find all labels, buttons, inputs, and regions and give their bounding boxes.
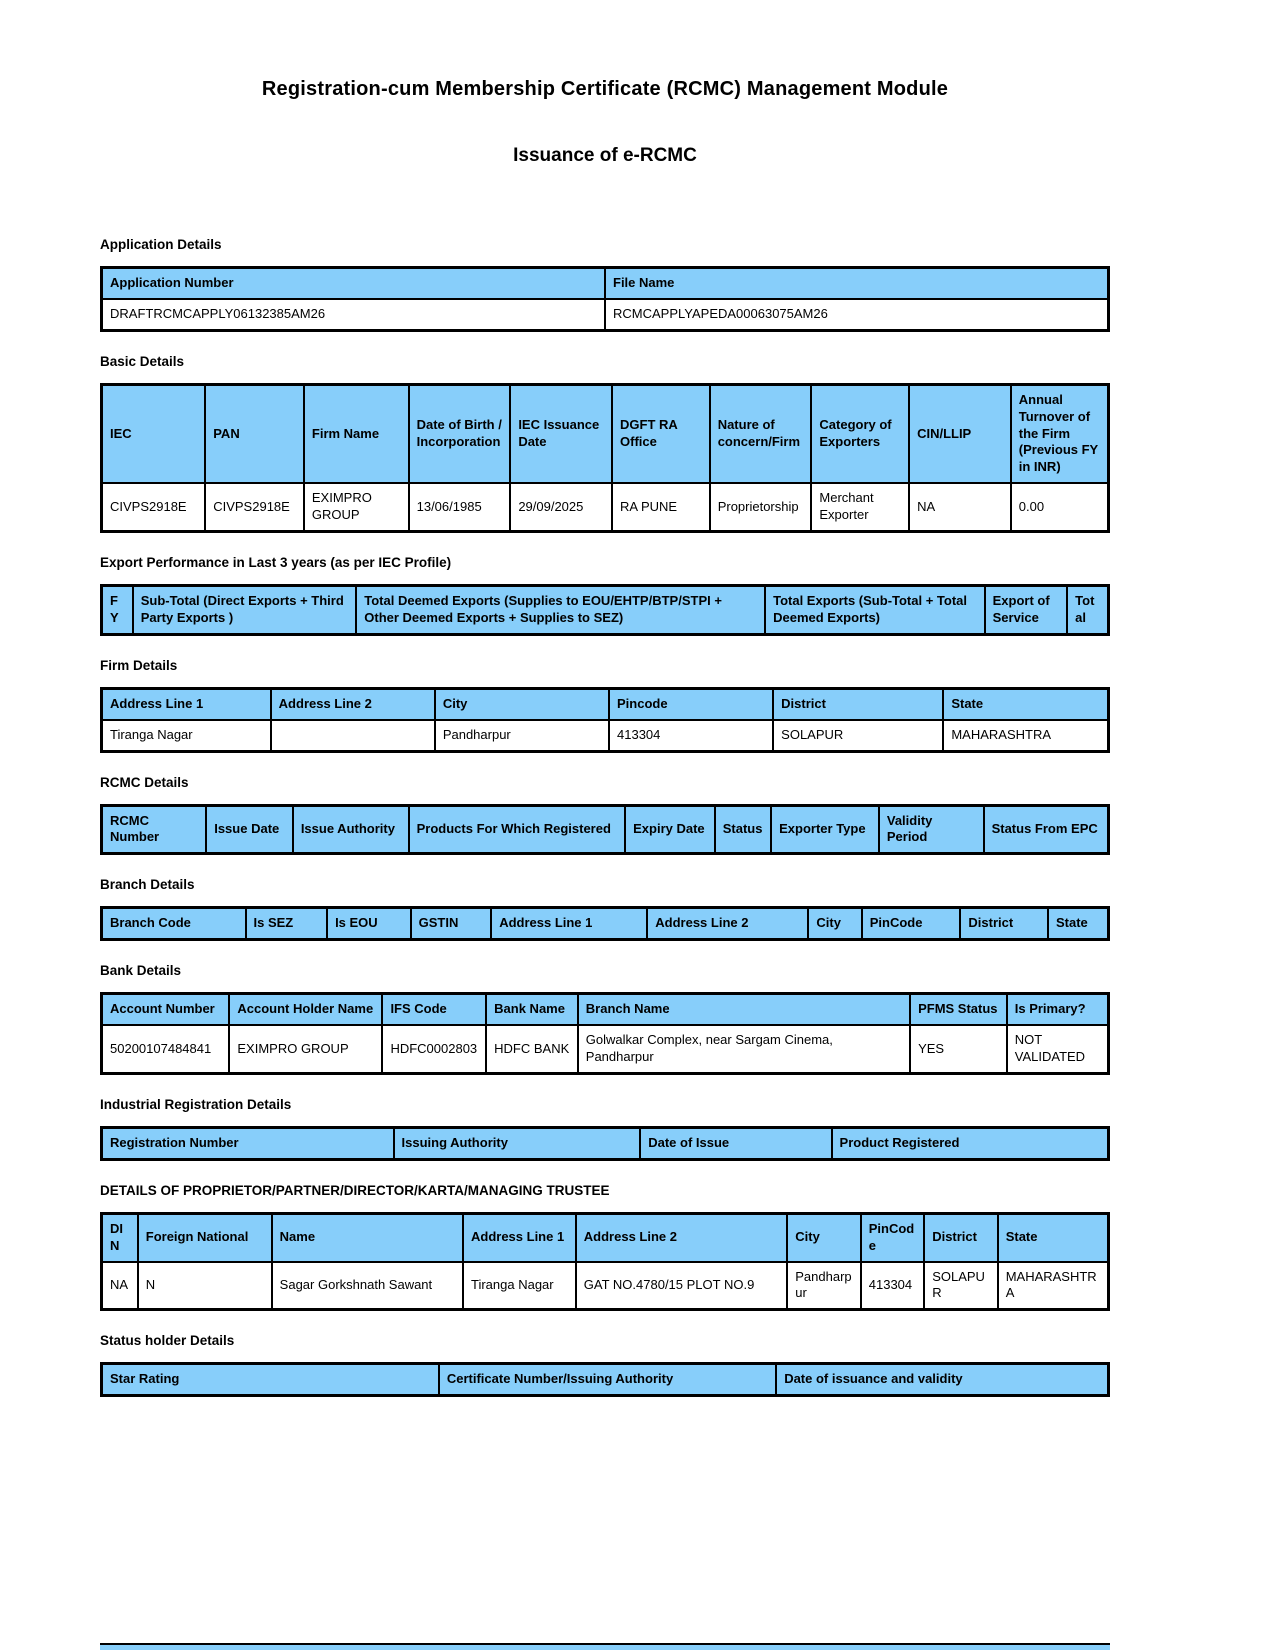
cell: EXIMPRO GROUP [229,1025,382,1073]
column-header: Is Primary? [1007,994,1109,1025]
cell: Proprietorship [710,483,812,531]
column-header: City [435,688,609,719]
column-header: Certificate Number/Issuing Authority [439,1364,776,1396]
column-header: District [924,1213,998,1261]
column-header: City [808,908,861,940]
cell [271,720,435,751]
column-header: CIN/LLIP [909,384,1011,483]
column-header: Address Line 2 [647,908,808,940]
cell: GAT NO.4780/15 PLOT NO.9 [576,1262,787,1310]
section-label-proprietor-details: DETAILS OF PROPRIETOR/PARTNER/DIRECTOR/KARTA/MANAGING TRUSTEE [100,1182,610,1198]
document-subtitle: Issuance of e-RCMC [513,145,697,166]
rcmc-details-table [100,804,1110,856]
column-header: Foreign National [138,1213,272,1261]
column-header: District [773,688,943,719]
column-header: PFMS Status [910,994,1007,1025]
section-status-holder-details [100,1333,1110,1397]
status-holder-table [100,1362,1110,1397]
cell: 413304 [861,1262,924,1310]
section-rcmc-details [100,775,1110,856]
cell: Tiranga Nagar [102,720,271,751]
next-table-cutoff-sliver [100,1643,1110,1650]
cell: CIVPS2918E [102,483,206,531]
column-header: Exporter Type [771,805,879,854]
column-header: PinCode [861,1213,924,1261]
firm-details-table [100,687,1110,753]
branch-details-table [100,906,1110,941]
cell: Sagar Gorkshnath Sawant [272,1262,463,1310]
column-header: Address Line 2 [271,688,435,719]
section-label-branch-details: Branch Details [100,877,195,893]
cell: Tiranga Nagar [463,1262,576,1310]
column-header: DIN [102,1213,138,1261]
cell: HDFC BANK [486,1025,578,1073]
cell: 413304 [609,720,773,751]
column-header: Sub-Total (Direct Exports + Third Party Exports ) [133,586,357,635]
cell: NA [102,1262,138,1310]
column-header: Expiry Date [625,805,715,854]
section-proprietor-details [100,1183,1110,1312]
column-header: Issuing Authority [394,1127,641,1159]
cell: N [138,1262,272,1310]
column-header: Address Line 1 [102,688,271,719]
column-header: Nature of concern/Firm [710,384,812,483]
cell: DRAFTRCMCAPPLY06132385AM26 [102,299,606,330]
bank-details-table [100,992,1110,1075]
section-label-industrial-registration: Industrial Registration Details [100,1096,292,1112]
column-header: Issue Authority [293,805,409,854]
column-header: Address Line 1 [491,908,647,940]
cell: MAHARASHTRA [998,1262,1109,1310]
column-header: IFS Code [382,994,486,1025]
cell: YES [910,1025,1007,1073]
cell: Merchant Exporter [811,483,909,531]
cell: 13/06/1985 [409,483,511,531]
section-export-performance [100,555,1110,636]
section-label-status-holder-details: Status holder Details [100,1333,235,1349]
column-header: Star Rating [102,1364,439,1396]
industrial-registration-table [100,1126,1110,1161]
column-header: IEC [102,384,206,483]
cell: RA PUNE [612,483,710,531]
cell: 29/09/2025 [510,483,612,531]
section-label-bank-details: Bank Details [100,963,182,979]
section-basic-details [100,354,1110,533]
cell: HDFC0002803 [382,1025,486,1073]
column-header: Address Line 1 [463,1213,576,1261]
column-header: State [1048,908,1109,940]
column-header: Date of issuance and validity [776,1364,1108,1396]
column-header: Date of Issue [640,1127,831,1159]
cell: 0.00 [1011,483,1109,531]
cell: NA [909,483,1011,531]
section-branch-details [100,877,1110,941]
column-header: Export of Service [985,586,1068,635]
cell: 50200107484841 [102,1025,230,1073]
cell: SOLAPUR [924,1262,998,1310]
cell: CIVPS2918E [205,483,304,531]
column-header: State [998,1213,1109,1261]
export-performance-table [100,584,1110,636]
section-industrial-registration [100,1097,1110,1161]
cell: SOLAPUR [773,720,943,751]
column-header: Branch Name [578,994,910,1025]
application-details-table [100,266,1110,332]
column-header: City [787,1213,861,1261]
column-header: FY [102,586,133,635]
column-header: Date of Birth / Incorporation [409,384,511,483]
section-label-basic-details: Basic Details [100,353,185,369]
column-header: Total [1067,586,1108,635]
column-header: GSTIN [411,908,492,940]
cell: Pandharpur [435,720,609,751]
section-bank-details [100,963,1110,1075]
column-header: Account Holder Name [229,994,382,1025]
section-firm-details [100,658,1110,753]
column-header: Name [272,1213,463,1261]
column-header: Validity Period [879,805,984,854]
column-header: Firm Name [304,384,409,483]
column-header: Account Number [102,994,230,1025]
column-header: RCMC Number [102,805,207,854]
column-header: Application Number [102,268,606,299]
column-header: Status From EPC [984,805,1109,854]
section-application-details [100,237,1110,332]
column-header: State [943,688,1108,719]
column-header: Issue Date [206,805,293,854]
column-header: Total Exports (Sub-Total + Total Deemed Exports) [765,586,985,635]
column-header: Products For Which Registered [409,805,626,854]
cell: Golwalkar Complex, near Sargam Cinema, Pandharpur [578,1025,910,1073]
column-header: District [960,908,1048,940]
column-header: Category of Exporters [811,384,909,483]
cell: Pandharpur [787,1262,861,1310]
cell: NOT VALIDATED [1007,1025,1109,1073]
section-label-export-performance: Export Performance in Last 3 years (as per IEC Profile) [100,555,452,571]
column-header: Status [715,805,771,854]
column-header: PinCode [862,908,961,940]
column-header: Annual Turnover of the Firm (Previous FY in INR) [1011,384,1109,483]
column-header: Pincode [609,688,773,719]
basic-details-table [100,383,1110,533]
section-label-rcmc-details: RCMC Details [100,774,189,790]
column-header: IEC Issuance Date [510,384,612,483]
cell: MAHARASHTRA [943,720,1108,751]
rcmc-document-page [100,0,1110,1397]
section-label-application-details: Application Details [100,237,222,252]
column-header: File Name [605,268,1109,299]
column-header: Branch Code [102,908,246,940]
column-header: Total Deemed Exports (Supplies to EOU/EHTP/BTP/STPI + Other Deemed Exports + Supplies to SEZ) [356,586,765,635]
column-header: Bank Name [486,994,578,1025]
column-header: Product Registered [832,1127,1109,1159]
column-header: PAN [205,384,304,483]
document-title: Registration-cum Membership Certificate (RCMC) Management Module [261,78,949,100]
column-header: Is SEZ [246,908,328,940]
cell: RCMCAPPLYAPEDA00063075AM26 [605,299,1109,330]
column-header: Registration Number [102,1127,394,1159]
proprietor-details-table [100,1212,1110,1312]
column-header: DGFT RA Office [612,384,710,483]
cell: EXIMPRO GROUP [304,483,409,531]
column-header: Is EOU [327,908,411,940]
section-label-firm-details: Firm Details [100,657,178,673]
column-header: Address Line 2 [576,1213,787,1261]
